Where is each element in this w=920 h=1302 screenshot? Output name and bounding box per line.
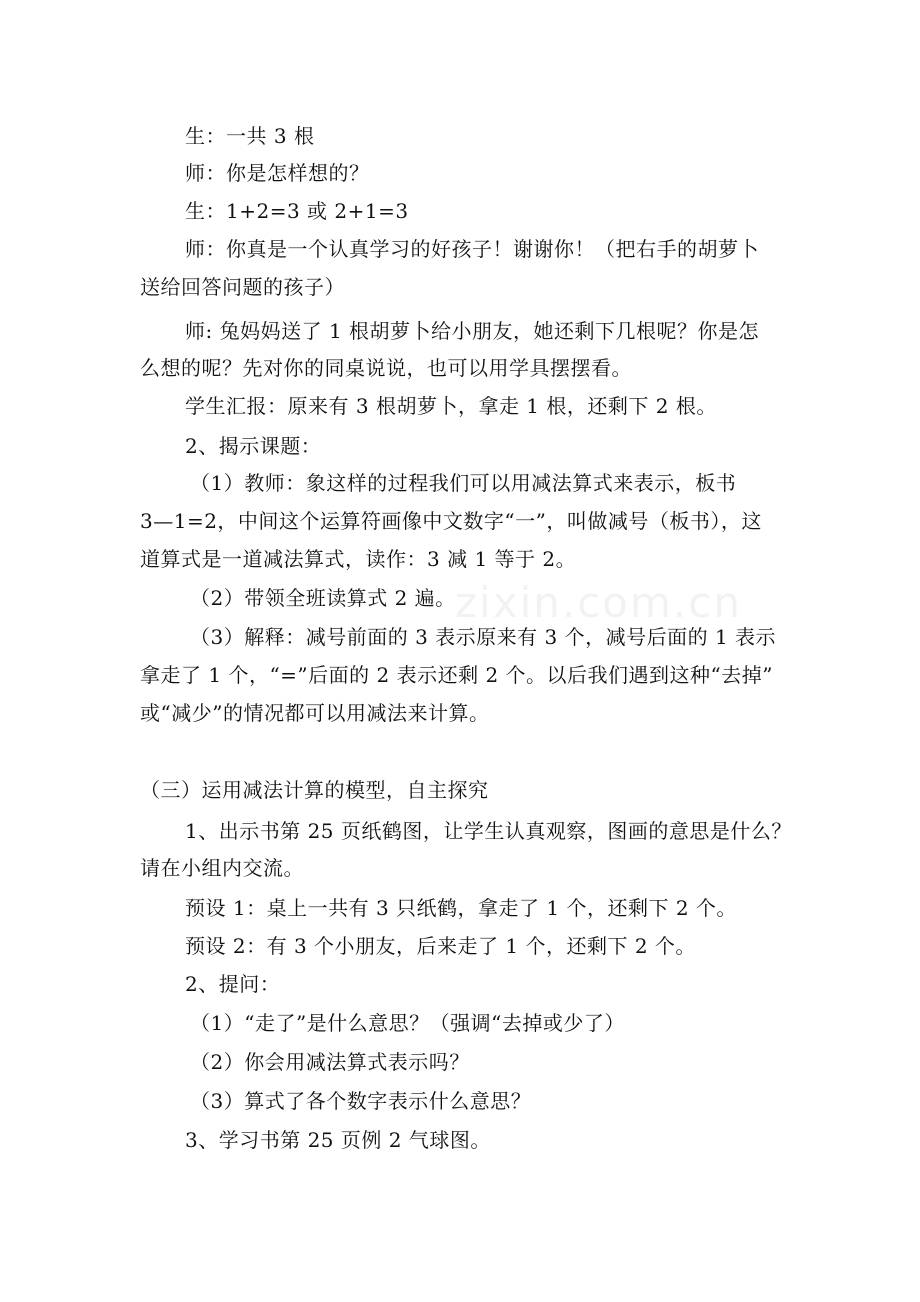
question-line: （3）算式了各个数字表示什么意思？	[190, 1089, 532, 1113]
question-line: （1）“走了”是什么意思？（强调“去掉或少了）	[190, 1011, 625, 1035]
paragraph-line: 学生汇报：原来有 3 根胡萝卜，拿走 1 根，还剩下 2 根。	[185, 394, 717, 418]
dialogue-line: 师: 兔妈妈送了 1 根胡萝卜给小朋友，她还剩下几根呢？你是怎	[185, 319, 760, 343]
paragraph-line: 预设 1：桌上一共有 3 只纸鹤，拿走了 1 个，还剩下 2 个。	[185, 896, 737, 920]
dialogue-line: 么想的呢？先对你的同桌说说，也可以用学具摆摆看。	[140, 356, 632, 380]
watermark: zixin.com.cn	[455, 578, 742, 627]
paragraph-line: （3）解释：减号前面的 3 表示原来有 3 个，减号后面的 1 表示	[190, 625, 777, 649]
paragraph-line: 3—1=2，中间这个运算符画像中文数字“一”，叫做减号（板书），这	[140, 509, 762, 533]
paragraph-line: 预设 2：有 3 个小朋友，后来走了 1 个，还剩下 2 个。	[185, 934, 696, 958]
dialogue-line: 生：1+2=3 或 2+1=3	[185, 199, 409, 223]
paragraph-line: 拿走了 1 个，“=”后面的 2 表示还剩 2 个。以后我们遇到这种“去掉”	[140, 663, 773, 687]
dialogue-line: 送给回答问题的孩子）	[140, 275, 345, 299]
paragraph-line: 或“减少”的情况都可以用减法来计算。	[140, 701, 490, 725]
section-heading: 2、提问：	[185, 972, 281, 996]
dialogue-line: 生：一共 3 根	[185, 124, 315, 148]
dialogue-line: 师：你是怎样想的？	[185, 161, 370, 185]
paragraph-line: 3、学习书第 25 页例 2 气球图。	[185, 1128, 491, 1152]
paragraph-line: 1、出示书第 25 页纸鹤图，让学生认真观察，图画的意思是什么？	[185, 819, 792, 843]
question-line: （2）你会用减法算式表示吗？	[190, 1050, 470, 1074]
paragraph-line: 请在小组内交流。	[140, 856, 304, 880]
section-heading: （三）运用减法计算的模型，自主探究	[140, 778, 489, 802]
dialogue-line: 师：你真是一个认真学习的好孩子！谢谢你！（把右手的胡萝卜	[185, 237, 759, 261]
section-heading: 2、揭示课题：	[185, 434, 322, 458]
paragraph-line: （1）教师：象这样的过程我们可以用减法算式来表示，板书	[190, 471, 737, 495]
paragraph-line: 道算式是一道减法算式，读作：3 减 1 等于 2。	[140, 547, 577, 571]
paragraph-line: （2）带领全班读算式 2 遍。	[190, 586, 456, 610]
